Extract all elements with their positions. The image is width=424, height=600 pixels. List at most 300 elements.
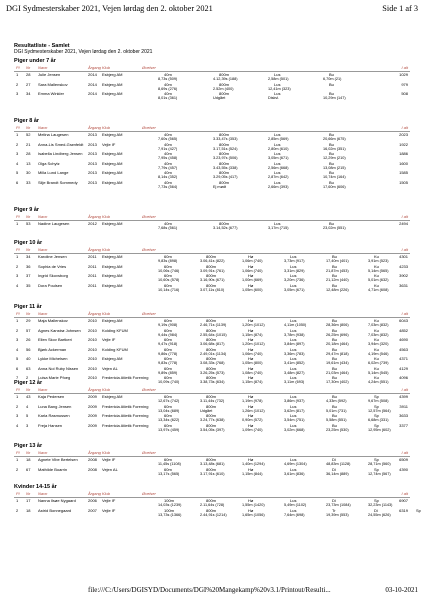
cell-pl: 6 xyxy=(16,365,19,371)
event-result: 12,67s (742) xyxy=(158,399,180,403)
cell-nr: 5 xyxy=(26,413,29,418)
event-name: Bu xyxy=(329,170,334,175)
cell-nr: 34 xyxy=(26,254,31,259)
event-result: 3,54m (751) xyxy=(284,418,305,422)
event-result: 16,02m (351) xyxy=(323,146,346,151)
cell-name: Karla Rasmussen xyxy=(38,413,70,418)
cell-club: Esbjerg AM xyxy=(102,221,123,226)
event-name: Bu xyxy=(332,356,337,361)
event-result: 1,15m (844) xyxy=(242,471,263,476)
section-title: Kvinder 14-15 år xyxy=(14,484,57,490)
cell-pl: 2 xyxy=(16,466,19,472)
event-name: 800m xyxy=(206,282,217,288)
event-name: Bu xyxy=(329,151,334,156)
event-name: 800m xyxy=(219,179,230,185)
cell-nr: 4 xyxy=(26,403,29,409)
column-header-pl: Pl xyxy=(16,247,20,252)
column-headers xyxy=(14,65,410,72)
cell-pl: 4 xyxy=(16,160,19,166)
event-result: 11,45s (1108) xyxy=(158,462,181,466)
event-name: Lus xyxy=(290,457,297,462)
footer-path: file:///C:/Users/DGISYD/Documents/DGI%20Mangekamp%20v3.1/Printout/Resulti... xyxy=(88,586,331,594)
event-name: Bu xyxy=(332,365,337,371)
cell-pl: 4 xyxy=(16,282,19,288)
event-name: Bu xyxy=(332,254,337,259)
event-result: 6,70m (21) xyxy=(323,77,342,81)
event-name: 800m xyxy=(206,327,217,333)
column-header-events: Øvelser xyxy=(142,247,156,252)
event-result: 1,05m (600) xyxy=(242,287,263,292)
event-name: 800m xyxy=(206,457,217,462)
cell-total: 3633 xyxy=(399,413,408,418)
event-results xyxy=(14,226,410,231)
cell-club: Kolding KFUM xyxy=(102,327,128,333)
cell-year: 2010 xyxy=(88,375,97,380)
event-result: 13,04s (689) xyxy=(158,408,180,413)
column-headers xyxy=(14,311,410,318)
event-name: 800m xyxy=(206,375,217,380)
cell-nr: 27 xyxy=(26,81,31,87)
event-result: 3.11,44s (732) xyxy=(200,399,225,403)
column-header-name: Navn xyxy=(38,450,48,455)
column-header-pl: Pl xyxy=(16,65,20,70)
cell-name: Kaja Pedersen xyxy=(38,394,65,399)
column-header-pl: Pl xyxy=(16,125,20,130)
event-name: Ku xyxy=(374,375,379,380)
section-7 xyxy=(14,484,421,517)
cell-year: 2010 xyxy=(88,318,97,323)
event-name: Bu xyxy=(329,72,334,77)
event-name: 800m xyxy=(206,254,217,259)
cell-total: 1886 xyxy=(399,151,408,156)
event-name: Bu xyxy=(332,375,337,380)
event-result: 19,61m (434) xyxy=(326,361,349,365)
event-name: 800m xyxy=(219,160,230,166)
event-result: 3,05m (671) xyxy=(268,156,289,160)
event-name: Bu xyxy=(329,141,334,147)
cell-pl: 2 xyxy=(16,81,19,87)
cell-club: Esbjerg AM xyxy=(102,81,123,87)
column-header-pl: Pl xyxy=(16,491,20,496)
cell-pl: 3 xyxy=(16,273,19,278)
event-name: Ku xyxy=(374,263,379,269)
cell-total: 1585 xyxy=(399,170,408,175)
cell-year: 2013 xyxy=(88,179,97,185)
event-name: Hø xyxy=(248,375,254,380)
event-results xyxy=(14,96,410,101)
cell-club: Vejle IF xyxy=(102,507,116,513)
cell-club: Fredericia Atletik Forening xyxy=(102,422,149,428)
event-name: 800m xyxy=(206,498,217,503)
event-result: 10,14s (716) xyxy=(158,287,180,292)
event-name: Hø xyxy=(248,254,254,259)
event-result: 10,06s (746) xyxy=(158,268,180,273)
cell-club: Esbjerg AM xyxy=(102,254,123,259)
event-name: Lus xyxy=(290,318,297,323)
event-result: 3.17,91s (610) xyxy=(200,471,225,476)
cell-club: Esbjerg AM xyxy=(102,356,123,361)
event-result: 3.38,73s (634) xyxy=(200,380,225,384)
event-result: 1,06m (740) xyxy=(242,268,263,273)
cell-nr: 56 xyxy=(26,346,31,352)
event-result: 3,84m (897) xyxy=(284,342,305,346)
event-result: 17,60m (606) xyxy=(323,184,346,189)
event-name: Hø xyxy=(248,356,254,361)
cell-pl: 1 xyxy=(16,318,19,323)
cell-club: Esbjerg AM xyxy=(102,318,123,323)
event-result: 0,90m (572) xyxy=(242,418,263,422)
column-headers xyxy=(14,214,410,221)
event-name: Lus xyxy=(290,254,297,259)
event-name: 60m xyxy=(164,318,172,323)
cell-name: Silje Brandt Sommedy xyxy=(38,179,78,185)
event-name: Hø xyxy=(248,327,254,333)
event-name: Di xyxy=(332,457,336,462)
cell-pl: 1 xyxy=(16,221,19,226)
cell-year: 2011 xyxy=(88,273,97,278)
event-result: 2.11,64s (728) xyxy=(200,503,225,507)
event-name: Lus xyxy=(290,498,297,503)
column-header-year: Årgang xyxy=(88,125,101,130)
column-header-pl: Pl xyxy=(16,214,20,219)
event-result: 4,19m (546) xyxy=(368,351,389,356)
column-header-total: I alt xyxy=(401,450,408,455)
event-result: 9,89s (859) xyxy=(158,370,178,375)
event-result: 8,69s (276) xyxy=(158,86,178,91)
cell-nr: 26 xyxy=(26,337,31,342)
section-title: Piger 9 år xyxy=(14,207,40,213)
column-header-total: I alt xyxy=(401,214,408,219)
page-header xyxy=(6,4,418,14)
event-result: 1,06m (740) xyxy=(242,259,263,263)
event-name: Lus xyxy=(274,141,281,147)
event-result: 4.12,39s (188) xyxy=(213,77,238,81)
event-result: 26,25m (696) xyxy=(326,332,349,337)
event-result: 1,65m (1056) xyxy=(242,512,265,517)
cell-total: 4129 xyxy=(399,365,408,371)
event-name: 800m xyxy=(206,263,217,269)
event-name: 60m xyxy=(164,254,172,259)
event-name: Hø xyxy=(248,403,254,409)
event-result: 3,05m (671) xyxy=(284,287,305,292)
cell-nr: 21 xyxy=(26,141,31,147)
event-result: 24,55m (626) xyxy=(368,512,391,517)
cell-total: 979 xyxy=(401,81,408,87)
column-header-nr: Nr xyxy=(26,450,31,455)
cell-total: 3911 xyxy=(399,403,408,409)
cell-name: Freja Hansen xyxy=(38,422,63,428)
cell-nr: 63 xyxy=(26,365,31,371)
event-name: 60m xyxy=(164,337,172,342)
event-result: 20,18m (464) xyxy=(326,342,349,346)
column-header-name: Navn xyxy=(38,311,48,316)
event-result: 10,09s (740) xyxy=(158,380,180,384)
event-result: 3.06,41s (822) xyxy=(200,259,225,263)
column-header-name: Navn xyxy=(38,214,48,219)
event-result: 3.06,68s (817) xyxy=(200,342,225,346)
event-result: 5,14m (545) xyxy=(368,370,389,375)
event-result: 28,71m (560) xyxy=(368,462,391,466)
column-header-events: Øvelser xyxy=(142,214,156,219)
column-header-nr: Nr xyxy=(26,311,31,316)
event-name: Sp xyxy=(374,394,379,399)
event-result: 3.26,25s (573) xyxy=(200,370,225,375)
event-result: 2.46,71s (1139) xyxy=(200,323,227,327)
event-name: 40m xyxy=(164,179,172,185)
event-result: 9,86s (778) xyxy=(158,351,178,356)
cell-club: Vejen AL xyxy=(102,365,118,371)
cell-club: Vejle IF xyxy=(102,457,116,462)
event-name: Bu xyxy=(332,282,337,288)
cell-name: Isabella Lindberg Jensen xyxy=(38,151,83,156)
section-4 xyxy=(14,304,410,385)
cell-nr: 13 xyxy=(26,160,31,166)
cell-total: 1922 xyxy=(399,141,408,147)
event-name: 60m xyxy=(164,403,172,409)
event-name: Hø xyxy=(248,263,254,269)
column-headers xyxy=(14,125,410,132)
event-name: 800m xyxy=(206,273,217,278)
column-header-total: I alt xyxy=(401,125,408,130)
column-header-events: Øvelser xyxy=(142,65,156,70)
cell-total: 4852 xyxy=(399,327,408,333)
event-result: 48,83m (1128) xyxy=(326,462,351,466)
column-header-club: Klub xyxy=(102,247,111,252)
event-result: 3,36m (783) xyxy=(284,351,305,356)
cell-nr: 34 xyxy=(26,91,31,96)
cell-name: Ellen Skov Bartkeri xyxy=(38,337,72,342)
event-result: 3.23,97s (506) xyxy=(213,156,238,160)
event-name: Ku xyxy=(374,365,379,371)
event-results xyxy=(14,185,410,190)
cell-club: Vejle IF xyxy=(102,498,116,503)
cell-year: 2007 xyxy=(88,507,97,513)
event-results xyxy=(14,288,410,293)
event-name: Sp xyxy=(374,457,379,462)
event-name: 40m xyxy=(164,151,172,156)
event-result: 7,03m (832) xyxy=(368,323,389,327)
cell-nr: 3 xyxy=(26,422,29,428)
cell-nr: 57 xyxy=(26,327,31,333)
cell-club: Esbjerg AM xyxy=(102,170,123,175)
event-result: 10,29m (147) xyxy=(323,96,346,100)
cell-year: 2010 xyxy=(88,337,97,342)
event-name: 40m xyxy=(164,72,172,77)
cell-pl: 2 xyxy=(16,263,19,269)
event-result: 17,40m (401) xyxy=(326,259,349,263)
event-result: 29,47m (818) xyxy=(326,351,349,356)
event-name: Hø xyxy=(248,457,254,462)
cell-year: 2010 xyxy=(88,356,97,361)
cell-nr: 33 xyxy=(26,179,31,185)
event-name: 800m xyxy=(206,365,217,371)
event-result: 3,17m (715) xyxy=(268,226,289,230)
event-name: Di xyxy=(332,466,336,472)
event-name: Di xyxy=(332,498,336,503)
event-name: 800m xyxy=(219,221,230,226)
cell-year: 2010 xyxy=(88,327,97,333)
column-header-nr: Nr xyxy=(26,125,31,130)
event-result: 10,74m (164) xyxy=(323,175,346,179)
event-result: 5,14m (565) xyxy=(368,268,389,273)
event-name: Lus xyxy=(274,132,281,137)
event-result: 1,40m (1294) xyxy=(242,462,265,466)
event-result: 32,23m (1143) xyxy=(368,503,393,507)
event-name: 60m xyxy=(164,457,172,462)
event-result: 2.52m (400) xyxy=(213,86,234,91)
column-header-events: Øvelser xyxy=(142,450,156,455)
event-name: Hø xyxy=(248,394,254,399)
event-result: 23,25m (530) xyxy=(326,427,349,432)
column-header-club: Klub xyxy=(102,311,111,316)
column-header-nr: Nr xyxy=(26,65,31,70)
section-6 xyxy=(14,443,410,476)
column-header-events: Øvelser xyxy=(142,491,156,496)
cell-name: Nadine Laugesen xyxy=(38,221,70,226)
column-header-pl: Pl xyxy=(16,311,20,316)
event-result: 2.55,64s (1015) xyxy=(200,332,227,337)
event-result: 3.54,05s (397) xyxy=(200,427,225,432)
cell-total: 4690 xyxy=(399,337,408,342)
cell-club: Vejen AL xyxy=(102,466,118,472)
event-name: 60m xyxy=(164,356,172,361)
event-name: Ku xyxy=(374,356,379,361)
event-result: 13,34s (622) xyxy=(158,418,180,422)
event-name: Di xyxy=(374,507,378,513)
document-subtitle: DGI Sydmesterskaber 2021, Vejen lørdag den 2. oktober 2021 xyxy=(14,49,153,55)
event-result: 13,97s (459) xyxy=(158,427,180,432)
cell-nr: 28 xyxy=(26,151,31,156)
column-header-name: Navn xyxy=(38,125,48,130)
event-name: 800m xyxy=(219,72,230,77)
event-result: 2.49,01s (1134) xyxy=(200,351,227,356)
event-name: 800m xyxy=(206,422,217,428)
event-result: 12,29m (210) xyxy=(323,156,346,160)
cell-club: Esbjerg AM xyxy=(102,179,123,185)
event-name: 800m xyxy=(206,413,217,418)
column-header-events: Øvelser xyxy=(142,311,156,316)
cell-total: 3631 xyxy=(399,282,408,288)
event-name: Lus xyxy=(290,375,297,380)
event-results xyxy=(14,472,410,477)
cell-pl: 5 xyxy=(16,170,19,175)
column-header-pl: Pl xyxy=(16,450,20,455)
event-result: 3.07,11s (810) xyxy=(200,287,225,292)
event-result: 4,24m (551) xyxy=(368,380,389,384)
event-result: 7,73s (564) xyxy=(158,184,178,189)
column-header-nr: Nr xyxy=(26,214,31,219)
event-name: 40m xyxy=(164,160,172,166)
event-result: 36,14m (889) xyxy=(326,471,349,476)
event-result: 3,41m (852) xyxy=(284,361,305,365)
event-result: 3,73m (917) xyxy=(284,259,305,263)
event-name: Lus xyxy=(290,413,297,418)
cell-club: Vejle IF xyxy=(102,337,116,342)
cell-total: 4301 xyxy=(399,254,408,259)
event-result: 1,06m (740) xyxy=(242,351,263,356)
event-name: 60m xyxy=(164,375,172,380)
cell-name: Maja Mallenskov xyxy=(38,318,68,323)
event-name: Bu xyxy=(332,394,337,399)
event-result: 5,01m (632) xyxy=(368,278,389,282)
event-result: 3,61m (836) xyxy=(284,471,305,476)
event-result: 19,39m (553) xyxy=(326,512,349,517)
event-name: 40m xyxy=(164,91,172,96)
column-headers xyxy=(14,491,410,498)
event-result: 3.08,33s (768) xyxy=(200,361,225,365)
column-header-name: Navn xyxy=(38,65,48,70)
section-title: Piger 11 år xyxy=(14,304,42,310)
event-name: 60m xyxy=(164,282,172,288)
cell-year: 2009 xyxy=(88,394,97,399)
event-name: Bu xyxy=(332,327,337,333)
event-result: 9,83s (898) xyxy=(158,259,178,263)
cell-year: 2008 xyxy=(88,457,97,462)
event-result: 10,60s (578) xyxy=(158,278,180,282)
cell-nr: 53 xyxy=(26,221,31,226)
event-name: 800m xyxy=(206,346,217,352)
event-result: 5,58m (551) xyxy=(326,418,347,422)
event-name: Hø xyxy=(248,466,254,472)
event-name: Hø xyxy=(248,346,254,352)
event-name: Lus xyxy=(274,221,281,226)
event-result: 7,64m (698) xyxy=(284,512,305,517)
event-result: 7,91s (427) xyxy=(158,146,178,151)
event-result: 3.33,47s (353) xyxy=(213,137,238,141)
event-result: 7,03m (832) xyxy=(368,332,389,337)
event-name: Lus xyxy=(274,72,281,77)
event-name: Bu xyxy=(329,81,334,87)
event-result: 3.09,91s (761) xyxy=(200,268,225,273)
event-name: Ku xyxy=(374,327,379,333)
cell-pl: 4 xyxy=(16,346,19,352)
event-name: Lus xyxy=(290,507,297,513)
event-name: 40m xyxy=(164,132,172,137)
cell-club: Esbjerg AM xyxy=(102,273,123,278)
cell-pl: 3 xyxy=(16,337,19,342)
event-result: 23,73m (1084) xyxy=(326,503,351,507)
event-name: 800m xyxy=(219,132,230,137)
column-header-year: Årgang xyxy=(88,311,101,316)
event-result: 21,87m (453) xyxy=(326,268,349,273)
column-header-total: I alt xyxy=(401,311,408,316)
column-header-name: Navn xyxy=(38,491,48,496)
event-name: Lus xyxy=(290,337,297,342)
event-name: Bu xyxy=(329,221,334,226)
event-name: Hø xyxy=(248,282,254,288)
event-result: Udgået xyxy=(200,408,213,413)
cell-name: Agnes Kanstrø Johnsen xyxy=(38,327,81,333)
column-header-year: Årgang xyxy=(88,491,101,496)
event-result: 2,66m (393) xyxy=(268,184,289,189)
section-title: Piger 8 år xyxy=(14,118,40,124)
event-result: 3.29,05s (417) xyxy=(213,175,238,179)
cell-pl: 1 xyxy=(16,457,19,462)
event-name: Lus xyxy=(290,346,297,352)
event-result: 3,20m (736) xyxy=(284,278,305,282)
event-name: Bu xyxy=(332,422,337,428)
cell-year: 2013 xyxy=(88,132,97,137)
event-results xyxy=(14,428,410,433)
event-name: Lus xyxy=(290,466,297,472)
event-name: Hø xyxy=(248,337,254,342)
event-name: Bu xyxy=(329,132,334,137)
event-name: 40m xyxy=(164,170,172,175)
event-result: 3,11m (693) xyxy=(284,380,305,384)
event-name: 800m xyxy=(206,356,217,361)
cell-year: 2014 xyxy=(88,91,97,96)
event-result: 1,09m (740) xyxy=(242,427,263,432)
